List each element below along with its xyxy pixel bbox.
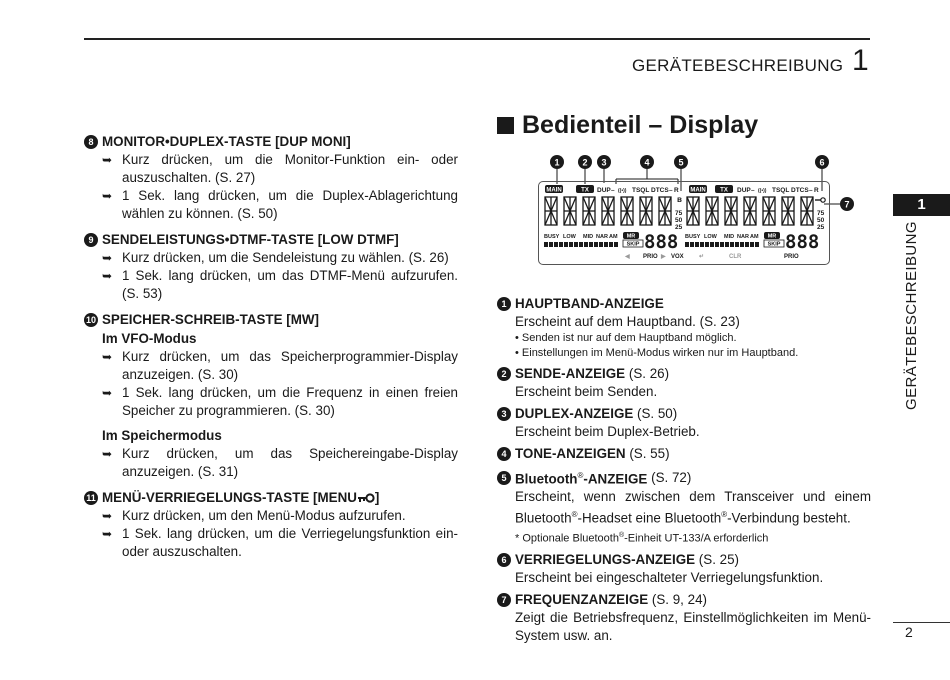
item-description: Erscheint beim Senden. bbox=[515, 384, 658, 399]
bullet-text: Kurz drücken, um das Speichereingabe-Display anzuzeigen. (S. 31) bbox=[122, 446, 458, 479]
svg-text:75: 75 bbox=[817, 210, 825, 217]
mode-subheading: Im Speichermodus bbox=[102, 428, 222, 443]
svg-text:NAR: NAR bbox=[596, 234, 608, 240]
item-heading bbox=[84, 489, 458, 507]
item-title: SENDELEISTUNGS•DTMF-TASTE [LOW DTMF] bbox=[102, 232, 399, 247]
svg-text:1: 1 bbox=[554, 157, 560, 168]
item-description: Erscheint beim Duplex-Betrieb. bbox=[515, 424, 700, 439]
bullet-point bbox=[84, 525, 458, 561]
s-meter-left bbox=[544, 242, 618, 247]
svg-text:AM: AM bbox=[609, 234, 618, 240]
bullet-point bbox=[84, 151, 458, 187]
arrow-icon: ➥ bbox=[102, 527, 113, 541]
svg-text:25: 25 bbox=[675, 224, 683, 231]
svg-text:↵: ↵ bbox=[699, 254, 705, 260]
item-heading bbox=[497, 551, 871, 569]
bullet-text: Kurz drücken, um die Sendeleistung zu wählen. (S. 26) bbox=[122, 250, 449, 265]
item-title: FREQUENZANZEIGE bbox=[515, 591, 649, 607]
header-title: GERÄTEBESCHREIBUNG bbox=[632, 56, 844, 75]
item-description: Erscheint bei eingeschalteter Verriegelungsfunktion. bbox=[515, 569, 824, 585]
item-heading bbox=[497, 467, 871, 488]
svg-text:DUP: DUP bbox=[597, 187, 611, 194]
svg-text:6: 6 bbox=[819, 157, 825, 168]
chapter-number: 1 bbox=[852, 44, 869, 77]
item-number-badge: 6 bbox=[497, 553, 511, 567]
item-title: Bluetooth®-ANZEIGE bbox=[515, 471, 648, 487]
svg-text:TSQL: TSQL bbox=[772, 187, 790, 194]
svg-text:PRIO: PRIO bbox=[784, 254, 799, 260]
section-title: Bedienteil – Display bbox=[522, 111, 759, 139]
item-heading bbox=[497, 365, 871, 383]
header-rule bbox=[84, 38, 870, 40]
lcd-display bbox=[538, 181, 830, 265]
svg-text:MID: MID bbox=[583, 234, 594, 240]
item-title: MONITOR•DUPLEX-TASTE [DUP MONI] bbox=[102, 134, 351, 149]
arrow-icon: ➥ bbox=[102, 269, 113, 283]
svg-text:TX: TX bbox=[720, 187, 728, 194]
square-bullet-icon bbox=[497, 117, 514, 134]
svg-text:50: 50 bbox=[817, 217, 825, 224]
item-number-badge: 8 bbox=[84, 135, 98, 149]
svg-text:MID: MID bbox=[724, 234, 735, 240]
svg-text:–: – bbox=[669, 187, 673, 194]
svg-text:7: 7 bbox=[844, 199, 850, 210]
item-number-badge: 10 bbox=[85, 315, 96, 325]
callout-1 bbox=[550, 155, 564, 184]
page-reference: (S. 26) bbox=[628, 366, 670, 381]
svg-text:BUSY: BUSY bbox=[685, 234, 701, 240]
bullet-point bbox=[84, 249, 458, 267]
item-number-badge: 2 bbox=[497, 367, 511, 381]
bullet-text: Kurz drücken, um das Speicherprogrammier-Display anzuzeigen. (S. 30) bbox=[122, 349, 458, 382]
svg-text:LOW: LOW bbox=[563, 234, 576, 240]
item-title: DUPLEX-ANZEIGE bbox=[515, 406, 634, 421]
arrow-icon: ➥ bbox=[102, 350, 113, 364]
item-heading bbox=[497, 445, 871, 463]
frequency-digits-right bbox=[687, 197, 813, 225]
svg-text:LOW: LOW bbox=[704, 234, 717, 240]
bullet-point bbox=[84, 267, 458, 303]
item-title: SPEICHER-SCHREIB-TASTE [MW] bbox=[102, 312, 319, 327]
svg-text:((•)): ((•)) bbox=[618, 188, 627, 194]
item-heading bbox=[84, 311, 458, 329]
svg-text:▶: ▶ bbox=[661, 254, 666, 260]
left-column bbox=[84, 133, 458, 561]
page-reference: (S. 25) bbox=[698, 551, 739, 567]
svg-text:R: R bbox=[814, 187, 819, 194]
svg-text:CLR: CLR bbox=[729, 254, 742, 260]
item-title: SENDE-ANZEIGE bbox=[515, 366, 626, 381]
svg-text:TSQL: TSQL bbox=[632, 187, 650, 194]
bullet-point bbox=[84, 384, 458, 420]
callout-4 bbox=[616, 155, 678, 184]
svg-text:BUSY: BUSY bbox=[544, 234, 560, 240]
svg-text:PRIO: PRIO bbox=[643, 254, 658, 260]
item-heading bbox=[84, 133, 458, 151]
section-heading bbox=[497, 111, 758, 140]
bullet-text: 1 Sek. lang drücken, um die Duplex-Ablagerichtung wählen zu können. (S. 50) bbox=[122, 188, 458, 221]
page-number-rule bbox=[893, 622, 950, 623]
svg-text:◀: ◀ bbox=[625, 254, 630, 260]
bluetooth-icon: ʙ bbox=[677, 195, 682, 204]
svg-text:R: R bbox=[674, 187, 679, 194]
item-title: TONE-ANZEIGEN bbox=[515, 446, 626, 461]
item-number-badge: 1 bbox=[497, 297, 511, 311]
svg-text:DUP: DUP bbox=[737, 187, 751, 194]
item-description: Zeigt die Betriebsfrequenz, Einstellmöglichkeiten im Menü-System usw. an. bbox=[515, 609, 871, 643]
callout-3 bbox=[597, 155, 611, 183]
item-description: Erscheint auf dem Hauptband. (S. 23) bbox=[515, 314, 740, 329]
svg-text:MR: MR bbox=[767, 233, 777, 240]
arrow-icon: ➥ bbox=[102, 509, 113, 523]
svg-text:VOX: VOX bbox=[671, 254, 684, 260]
lcd-segments bbox=[539, 182, 829, 264]
s-meter-right bbox=[685, 242, 759, 247]
svg-text:–: – bbox=[611, 187, 615, 194]
svg-text:AM: AM bbox=[750, 234, 759, 240]
key-icon bbox=[357, 493, 375, 503]
page-reference: (S. 55) bbox=[629, 446, 670, 461]
item-heading bbox=[84, 231, 458, 249]
arrow-icon: ➥ bbox=[102, 386, 113, 400]
arrow-icon: ➥ bbox=[102, 447, 113, 461]
svg-text:SKIP: SKIP bbox=[626, 241, 640, 248]
arrow-icon: ➥ bbox=[102, 153, 113, 167]
page-reference: (S. 50) bbox=[637, 406, 678, 421]
memory-digits-left: 888 bbox=[644, 231, 679, 253]
chapter-tab-label: GERÄTEBESCHREIBUNG bbox=[903, 221, 920, 410]
memory-digits-right: 888 bbox=[785, 231, 820, 253]
svg-text:3: 3 bbox=[601, 157, 607, 168]
svg-text:MAIN: MAIN bbox=[546, 187, 562, 194]
item-title: MENÜ-VERRIEGELUNGS-TASTE [MENU bbox=[102, 490, 357, 505]
page-reference: (S. 72) bbox=[651, 469, 692, 485]
frequency-digits-left bbox=[545, 197, 671, 225]
arrow-icon: ➥ bbox=[102, 251, 113, 265]
page-reference: (S. 9, 24) bbox=[651, 591, 707, 607]
item-number-badge: 7 bbox=[497, 593, 511, 607]
svg-text:75: 75 bbox=[675, 210, 683, 217]
item-title: HAUPTBAND-ANZEIGE bbox=[515, 296, 664, 311]
item-number-badge: 9 bbox=[84, 233, 98, 247]
svg-text:25: 25 bbox=[817, 224, 825, 231]
right-column bbox=[497, 295, 871, 645]
svg-text:SKIP: SKIP bbox=[767, 241, 781, 248]
bullet-point bbox=[84, 445, 458, 481]
item-note: • Einstellungen im Menü-Modus wirken nur im Hauptband. bbox=[515, 347, 799, 359]
chapter-tab: 1 bbox=[893, 194, 950, 216]
svg-text:DTCS: DTCS bbox=[791, 187, 809, 194]
item-heading bbox=[497, 405, 871, 423]
item-heading bbox=[497, 591, 871, 609]
item-heading bbox=[497, 295, 871, 313]
item-title: VERRIEGELUNGS-ANZEIGE bbox=[515, 551, 696, 567]
bullet-text: 1 Sek. lang drücken, um die Verriegelungsfunktion ein- oder auszuschalten. bbox=[122, 526, 458, 559]
svg-text:((•)): ((•)) bbox=[758, 188, 767, 194]
svg-text:NAR: NAR bbox=[737, 234, 749, 240]
item-number-badge: 3 bbox=[497, 407, 511, 421]
bullet-point bbox=[84, 187, 458, 223]
callout-2 bbox=[578, 155, 592, 184]
arrow-icon: ➥ bbox=[102, 189, 113, 203]
item-number-badge: 11 bbox=[84, 491, 98, 505]
svg-text:2: 2 bbox=[582, 157, 588, 168]
svg-text:4: 4 bbox=[644, 157, 650, 168]
bullet-point bbox=[84, 348, 458, 384]
bullet-point bbox=[84, 507, 458, 525]
svg-text:MR: MR bbox=[626, 233, 636, 240]
svg-text:–: – bbox=[751, 187, 755, 194]
item-note: • Senden ist nur auf dem Hauptband möglich. bbox=[515, 332, 737, 344]
svg-text:50: 50 bbox=[675, 217, 683, 224]
page-number: 2 bbox=[905, 624, 913, 640]
svg-text:DTCS: DTCS bbox=[651, 187, 669, 194]
svg-text:–: – bbox=[809, 187, 813, 194]
item-number-badge: 5 bbox=[497, 471, 511, 485]
item-description: Erscheint, wenn zwischen dem Transceiver und einem Bluetooth®-Headset eine Bluetooth®-Verbindung besteht. bbox=[515, 489, 871, 526]
svg-text:5: 5 bbox=[678, 157, 684, 168]
item-title-end: ] bbox=[374, 490, 380, 505]
svg-text:TX: TX bbox=[581, 187, 589, 194]
item-note: * Optionale Bluetooth®-Einheit UT-133/A erforderlich bbox=[515, 531, 769, 545]
bullet-text: Kurz drücken, um den Menü-Modus aufzurufen. bbox=[122, 508, 406, 523]
item-number-badge: 4 bbox=[497, 447, 511, 461]
mode-subheading: Im VFO-Modus bbox=[102, 331, 197, 346]
bullet-text: Kurz drücken, um die Monitor-Funktion ein- oder auszuschalten. (S. 27) bbox=[122, 152, 458, 185]
svg-text:MAIN: MAIN bbox=[690, 187, 706, 194]
bullet-text: 1 Sek. lang drücken, um die Frequenz in einen freien Speicher zu programmieren. (S. 30) bbox=[122, 385, 458, 418]
lock-icon bbox=[815, 198, 825, 202]
bullet-text: 1 Sek. lang drücken, um das DTMF-Menü aufzurufen. (S. 53) bbox=[122, 268, 458, 301]
